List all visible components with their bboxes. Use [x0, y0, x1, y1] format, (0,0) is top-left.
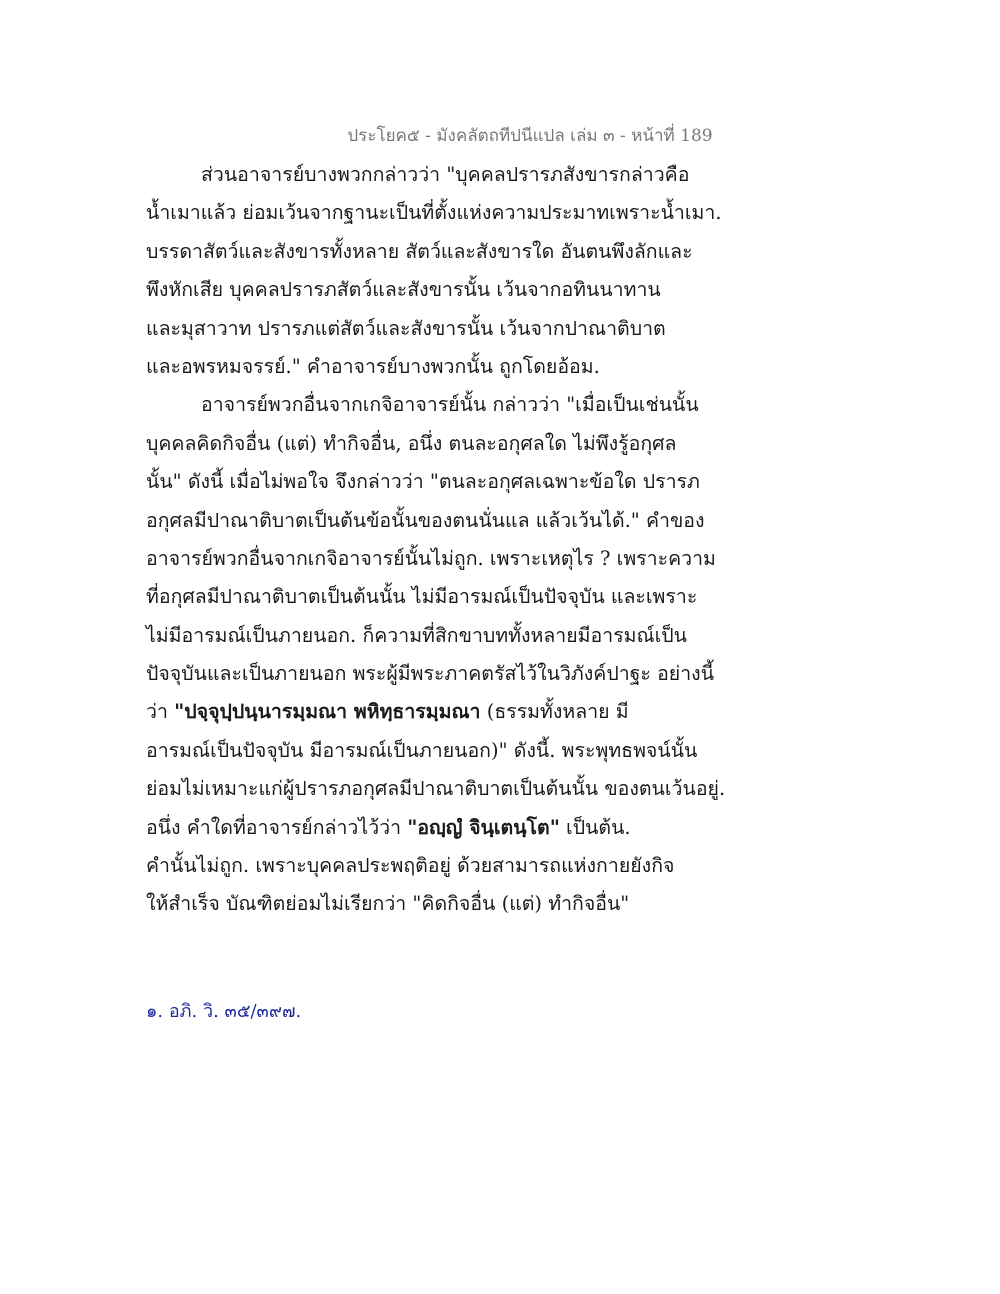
- text-line: บุคคลคิดกิจอื่น (แต่) ทำกิจอื่น, อนึ่ง ตนละอกุศลใด ไม่พึงรู้อกุศล: [146, 431, 677, 455]
- text-line: อารมณ์เป็นปัจจุบัน มีอารมณ์เป็นภายนอก)" ดังนี้. พระพุทธพจน์นั้น: [146, 738, 698, 762]
- text-line: อาจารย์พวกอื่นจากเกจิอาจารย์นั้น กล่าวว่า "เมื่อเป็นเช่นนั้น: [201, 393, 699, 417]
- text-line: บรรดาสัตว์และสังขารทั้งหลาย สัตว์และสังขารใด อันตนพึงลักและ: [146, 239, 693, 263]
- text-segment: เป็นต้น.: [559, 815, 631, 839]
- text-line: และมุสาวาท ปรารภแต่สัตว์และสังขารนั้น เว้นจากปาณาติบาต: [146, 316, 666, 340]
- footnote: ๑. อภิ. วิ. ๓๕/๓๙๗.: [146, 1001, 302, 1022]
- text-segment: (ธรรมทั้งหลาย มี: [480, 700, 629, 724]
- text-line: ให้สำเร็จ บัณฑิตย่อมไม่เรียกว่า "คิดกิจอื่น (แต่) ทำกิจอื่น": [146, 892, 630, 916]
- body-text: [146, 156, 866, 924]
- text-segment: ว่า: [146, 700, 175, 724]
- text-line: นั้น" ดังนี้ เมื่อไม่พอใจ จึงกล่าวว่า "ตนละอกุศลเฉพาะข้อใด ปรารภ: [146, 470, 700, 494]
- text-line: ที่อกุศลมีปาณาติบาตเป็นต้นนั้น ไม่มีอารมณ์เป็นปัจจุบัน และเพราะ: [146, 585, 698, 609]
- pali-quote: "ปจฺจุปฺปนฺนารมฺมณา พหิทฺธารมฺมณา: [174, 700, 481, 724]
- text-line: [146, 693, 866, 731]
- text-line: ย่อมไม่เหมาะแก่ผู้ปรารภอกุศลมีปาณาติบาตเป็นต้นนั้น ของตนเว้นอยู่.: [146, 777, 726, 801]
- text-line: [146, 809, 866, 847]
- text-line: คำนั้นไม่ถูก. เพราะบุคคลประพฤติอยู่ ด้วยสามารถแห่งกายยังกิจ: [146, 854, 675, 878]
- text-line: อกุศลมีปาณาติบาตเป็นต้นข้อนั้นของตนนั่นแล แล้วเว้นได้." คำของ: [146, 508, 705, 532]
- page-header: ประโยค๕ - มังคลัตถทีปนีแปล เล่ม ๓ - หน้าที่ 189: [347, 126, 713, 146]
- text-line: ส่วนอาจารย์บางพวกกล่าวว่า "บุคคลปรารภสังขารกล่าวคือ: [201, 163, 690, 186]
- pali-quote: "อญฺญํ จินฺเตนฺโต": [407, 815, 560, 839]
- text-line: ไม่มีอารมณ์เป็นภายนอก. ก็ความที่สิกขาบททั้งหลายมีอารมณ์เป็น: [146, 623, 687, 647]
- text-line: และอพรหมจรรย์." คำอาจารย์บางพวกนั้น ถูกโดยอ้อม.: [146, 354, 600, 378]
- text-line: อาจารย์พวกอื่นจากเกจิอาจารย์นั้นไม่ถูก. เพราะเหตุไร ? เพราะความ: [146, 546, 716, 570]
- text-line: น้ำเมาแล้ว ย่อมเว้นจากฐานะเป็นที่ตั้งแห่งความประมาทเพราะน้ำเมา.: [146, 201, 722, 225]
- text-segment: อนึ่ง คำใดที่อาจารย์กล่าวไว้ว่า: [146, 815, 408, 839]
- text-line: พึงหักเสีย บุคคลปรารภสัตว์และสังขารนั้น เว้นจากอทินนาทาน: [146, 278, 661, 302]
- text-line: ปัจจุบันและเป็นภายนอก พระผู้มีพระภาคตรัสไว้ในวิภังค์ปาฐะ อย่างนี้: [146, 662, 715, 686]
